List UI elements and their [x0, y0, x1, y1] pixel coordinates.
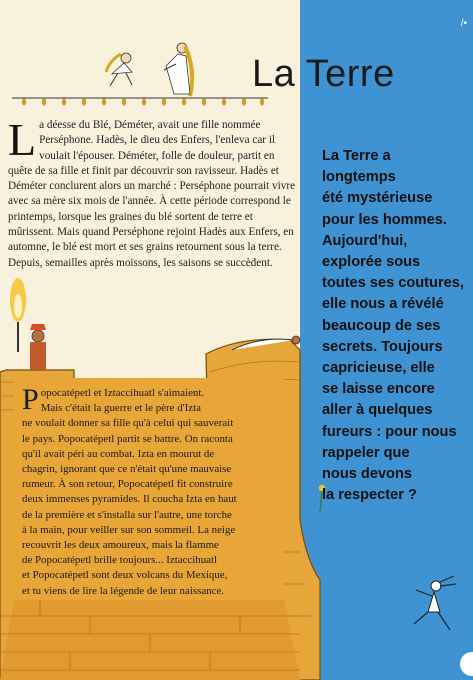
intro-paragraph: [322, 146, 472, 506]
intro-line: pour les hommes.: [322, 211, 447, 228]
intro-line: nous devons: [322, 466, 413, 483]
intro-line: longtemps: [322, 169, 396, 186]
intro-line: secrets. Toujours: [322, 338, 443, 355]
intro-line: rappeler que: [322, 444, 410, 461]
intro-line: La Terre a: [322, 148, 391, 164]
myth-volcanoes-line: opocatépetl et Iztaccihuatl s'aimaient.: [40, 387, 205, 399]
demeter-figure: [164, 43, 192, 96]
myth-volcanoes-line: le pays. Popocatépetl partit se battre. On raconta: [22, 432, 233, 445]
dropcap-l: L: [8, 114, 37, 165]
wheat-sprouts: [22, 98, 264, 105]
intro-line: aller à quelques: [322, 402, 433, 419]
intro-line: se laisse encore: [322, 381, 435, 398]
dropcap-p: P: [22, 383, 39, 416]
intro-line: fureurs : pour nous: [322, 423, 457, 440]
chase-illustration: [12, 43, 268, 106]
myth-volcanoes-line: recouvrit les deux amoureux, mais la flamme: [22, 539, 219, 552]
myth-volcanoes-line: ne voulait donner sa fille qu'à celui qui sauverait: [22, 417, 234, 430]
intro-line: elle nous a révélé: [322, 296, 444, 313]
myth-demeter-text: a déesse du Blé, Déméter, avait une fille nommée Perséphone. Hadès, le dieu des Enfers, l'enleva car il voulait l'épouser. Déméter, folle de douleur, partit en quête de sa fille et finit par découvrir son ravisseur. Hadès et Déméter conclurent alors un marché : Perséphone pourrait vivre avec sa mère six mois de l'année. À cette période correspond le printemps, lorsque les graines du blé sortent de terre et mûrissent. Mais quand Perséphone rejoint Hadès aux Enfers, en automne, le blé est mort et ses grains retournent sous la terre. Depuis, semailles après moissons, les saisons se succèdent.: [8, 119, 296, 269]
myth-volcanoes-line: rumeur. À son retour, Popocatépetl fit construire: [22, 478, 233, 491]
intro-line: la respecter ?: [322, 487, 417, 504]
myth-volcanoes-line: qu'il avait péri au combat. Izta en mourut de: [22, 447, 215, 460]
intro-line: toutes ses coutures,: [322, 275, 464, 292]
myth-volcanoes-line: chagrin, ignorant que ce n'était qu'une mauvaise: [22, 463, 232, 476]
myth-volcanoes-line: et tu viens de lire la légende de leur naissance.: [22, 584, 224, 597]
intro-line: beaucoup de ses: [322, 317, 441, 334]
popocatepetl-figure: [30, 324, 46, 370]
myth-volcanoes-line: et Popocatépetl sont deux volcans du Mexique,: [22, 569, 228, 582]
page-title: La Terre: [252, 53, 395, 96]
myth-volcanoes-line: de la première et s'installa sur l'autre, une torche: [22, 508, 232, 521]
intro-line: explorée sous: [322, 254, 421, 271]
myth-volcanoes-line: deux immenses pyramides. Il coucha Izta en haut: [22, 493, 237, 506]
persephone-figure: [106, 53, 132, 86]
intro-line: capricieuse, elle: [322, 360, 435, 377]
torch-flame: [10, 278, 26, 352]
myth-volcanoes-line: Mais c'était la guerre et le père d'Izta: [40, 402, 201, 415]
myth-volcanoes-line: à la main, pour veiller sur son sommeil. La neige: [22, 523, 236, 536]
myth-volcanoes-line: de Popocatépetl brille toujours... Iztaccihuatl: [22, 554, 218, 567]
intro-line: Aujourd'hui,: [322, 232, 408, 249]
myth-volcanoes-paragraph: [22, 383, 278, 599]
myth-demeter-paragraph: [8, 114, 296, 271]
running-figure: [414, 576, 456, 630]
page-tab: [460, 652, 473, 676]
corner-mark: /•: [460, 18, 467, 29]
intro-line: été mystérieuse: [322, 190, 433, 207]
